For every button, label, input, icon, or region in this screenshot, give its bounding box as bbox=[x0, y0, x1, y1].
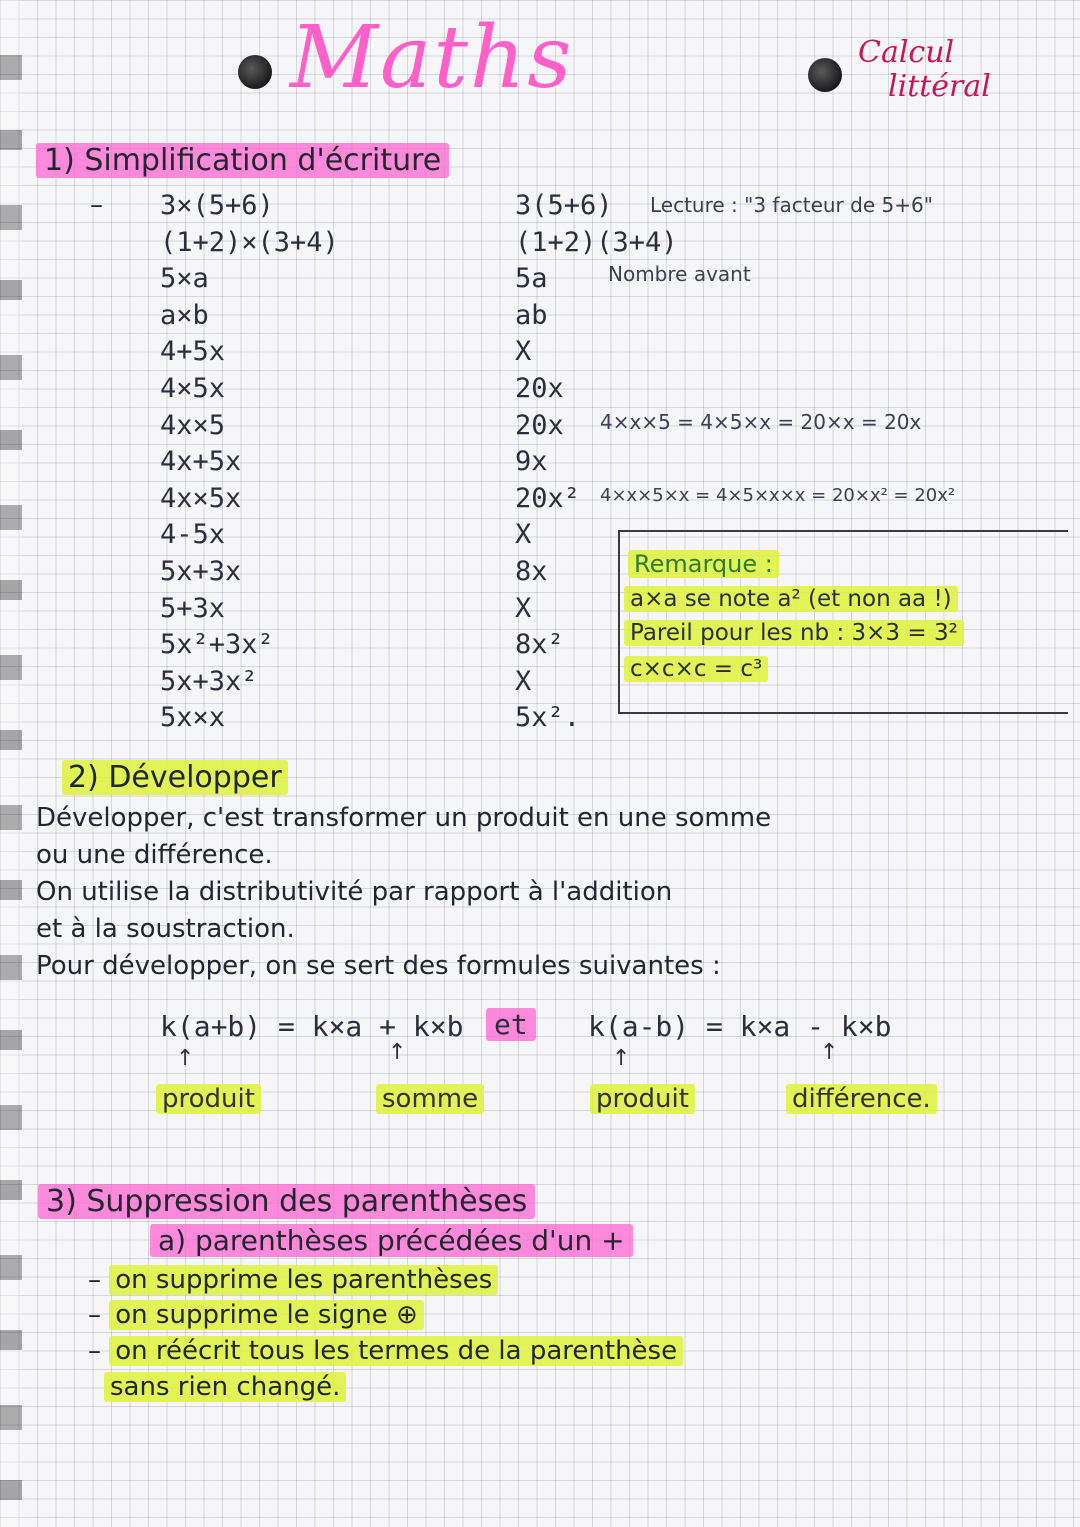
remarque-line3: c×c×c = c³ bbox=[624, 656, 768, 682]
bullet-item: – on supprime le signe ⊕ bbox=[88, 1300, 424, 1330]
dash-mark: – bbox=[90, 190, 103, 220]
remarque-line2: Pareil pour les nb : 3×3 = 3² bbox=[624, 620, 964, 646]
note-nombre-avant: Nombre avant bbox=[608, 262, 751, 286]
list-item: 4-5x bbox=[160, 519, 226, 551]
label-produit-1: produit bbox=[156, 1084, 261, 1114]
simplification-left-list bbox=[160, 188, 339, 737]
label-difference: différence. bbox=[786, 1084, 937, 1114]
list-item: 4+5x bbox=[160, 336, 226, 368]
list-item: 5x+3x bbox=[160, 555, 242, 587]
list-item: 5x². bbox=[515, 702, 581, 734]
label-produit-2: produit bbox=[590, 1084, 695, 1114]
list-item: ab bbox=[515, 299, 548, 331]
section3-heading: 3) Suppression des parenthèses bbox=[38, 1184, 535, 1219]
list-item: 20x bbox=[515, 409, 564, 441]
list-item: (1+2)×(3+4) bbox=[160, 226, 339, 258]
list-item: 20x² bbox=[515, 482, 581, 514]
section1-heading: 1) Simplification d'écriture bbox=[36, 143, 449, 178]
page-title: Maths bbox=[290, 8, 574, 108]
punch-hole-right bbox=[808, 58, 842, 92]
section2-heading: 2) Développer bbox=[62, 760, 288, 795]
list-item: 4x×5x bbox=[160, 482, 242, 514]
list-item: 20x bbox=[515, 372, 564, 404]
list-item: 5x×x bbox=[160, 702, 226, 734]
list-item: 5x²+3x² bbox=[160, 629, 274, 661]
formula-connector: et bbox=[486, 1008, 536, 1041]
list-item: a×b bbox=[160, 299, 209, 331]
list-item: (1+2)(3+4) bbox=[515, 226, 678, 258]
list-item: X bbox=[515, 592, 532, 624]
corner-label-1: Calcul bbox=[858, 35, 955, 70]
paragraph-line: ou une différence. bbox=[36, 840, 273, 870]
label-somme: somme bbox=[376, 1084, 484, 1114]
list-item: 5+3x bbox=[160, 592, 226, 624]
arrow-up-icon: ↑ bbox=[820, 1040, 839, 1065]
paragraph-line: Pour développer, on se sert des formules suivantes : bbox=[36, 951, 721, 981]
formula-difference: k(a-b) = k×a - k×b bbox=[588, 1010, 892, 1043]
paragraph-line: Développer, c'est transformer un produit en une somme bbox=[36, 803, 772, 833]
arrow-up-icon: ↑ bbox=[388, 1040, 407, 1065]
note-calc1: 4×x×5 = 4×5×x = 20×x = 20x bbox=[600, 410, 922, 434]
note-calc2: 4×x×5×x = 4×5×x×x = 20×x² = 20x² bbox=[600, 485, 956, 506]
corner-label-2: littéral bbox=[888, 69, 991, 104]
section2-paragraph bbox=[36, 800, 771, 985]
list-item: 9x bbox=[515, 446, 548, 478]
arrow-up-icon: ↑ bbox=[612, 1046, 631, 1071]
list-item: X bbox=[515, 665, 532, 697]
note-lecture: Lecture : "3 facteur de 5+6" bbox=[650, 193, 933, 217]
formula-sum: k(a+b) = k×a + k×b bbox=[160, 1010, 464, 1043]
list-item: 5x+3x² bbox=[160, 665, 258, 697]
remarque-line1: a×a se note a² (et non aa !) bbox=[624, 586, 958, 612]
binder-edge bbox=[0, 0, 22, 1527]
list-item: 8x² bbox=[515, 629, 564, 661]
list-item: X bbox=[515, 336, 532, 368]
paragraph-line: On utilise la distributivité par rapport à l'addition bbox=[36, 877, 673, 907]
section3-subheading: a) parenthèses précédées d'un + bbox=[150, 1224, 633, 1257]
list-item: X bbox=[515, 519, 532, 551]
list-item: 3×(5+6) bbox=[160, 190, 274, 221]
remarque-title: Remarque : bbox=[628, 550, 779, 578]
paragraph-line: et à la soustraction. bbox=[36, 914, 295, 944]
list-item: 4x+5x bbox=[160, 446, 242, 478]
list-item: 5×a bbox=[160, 263, 209, 295]
bullet-item: – on supprime les parenthèses bbox=[88, 1265, 498, 1295]
list-item: 5a bbox=[515, 263, 548, 295]
list-item: 3(5+6) bbox=[515, 190, 613, 221]
punch-hole-left bbox=[238, 55, 272, 89]
list-item: 4x×5 bbox=[160, 409, 226, 441]
arrow-up-icon: ↑ bbox=[176, 1046, 195, 1071]
bullet-continuation: sans rien changé. bbox=[104, 1372, 346, 1402]
list-item: 8x bbox=[515, 555, 548, 587]
bullet-item: – on réécrit tous les termes de la parenthèse bbox=[88, 1336, 683, 1366]
list-item: 4×5x bbox=[160, 372, 226, 404]
